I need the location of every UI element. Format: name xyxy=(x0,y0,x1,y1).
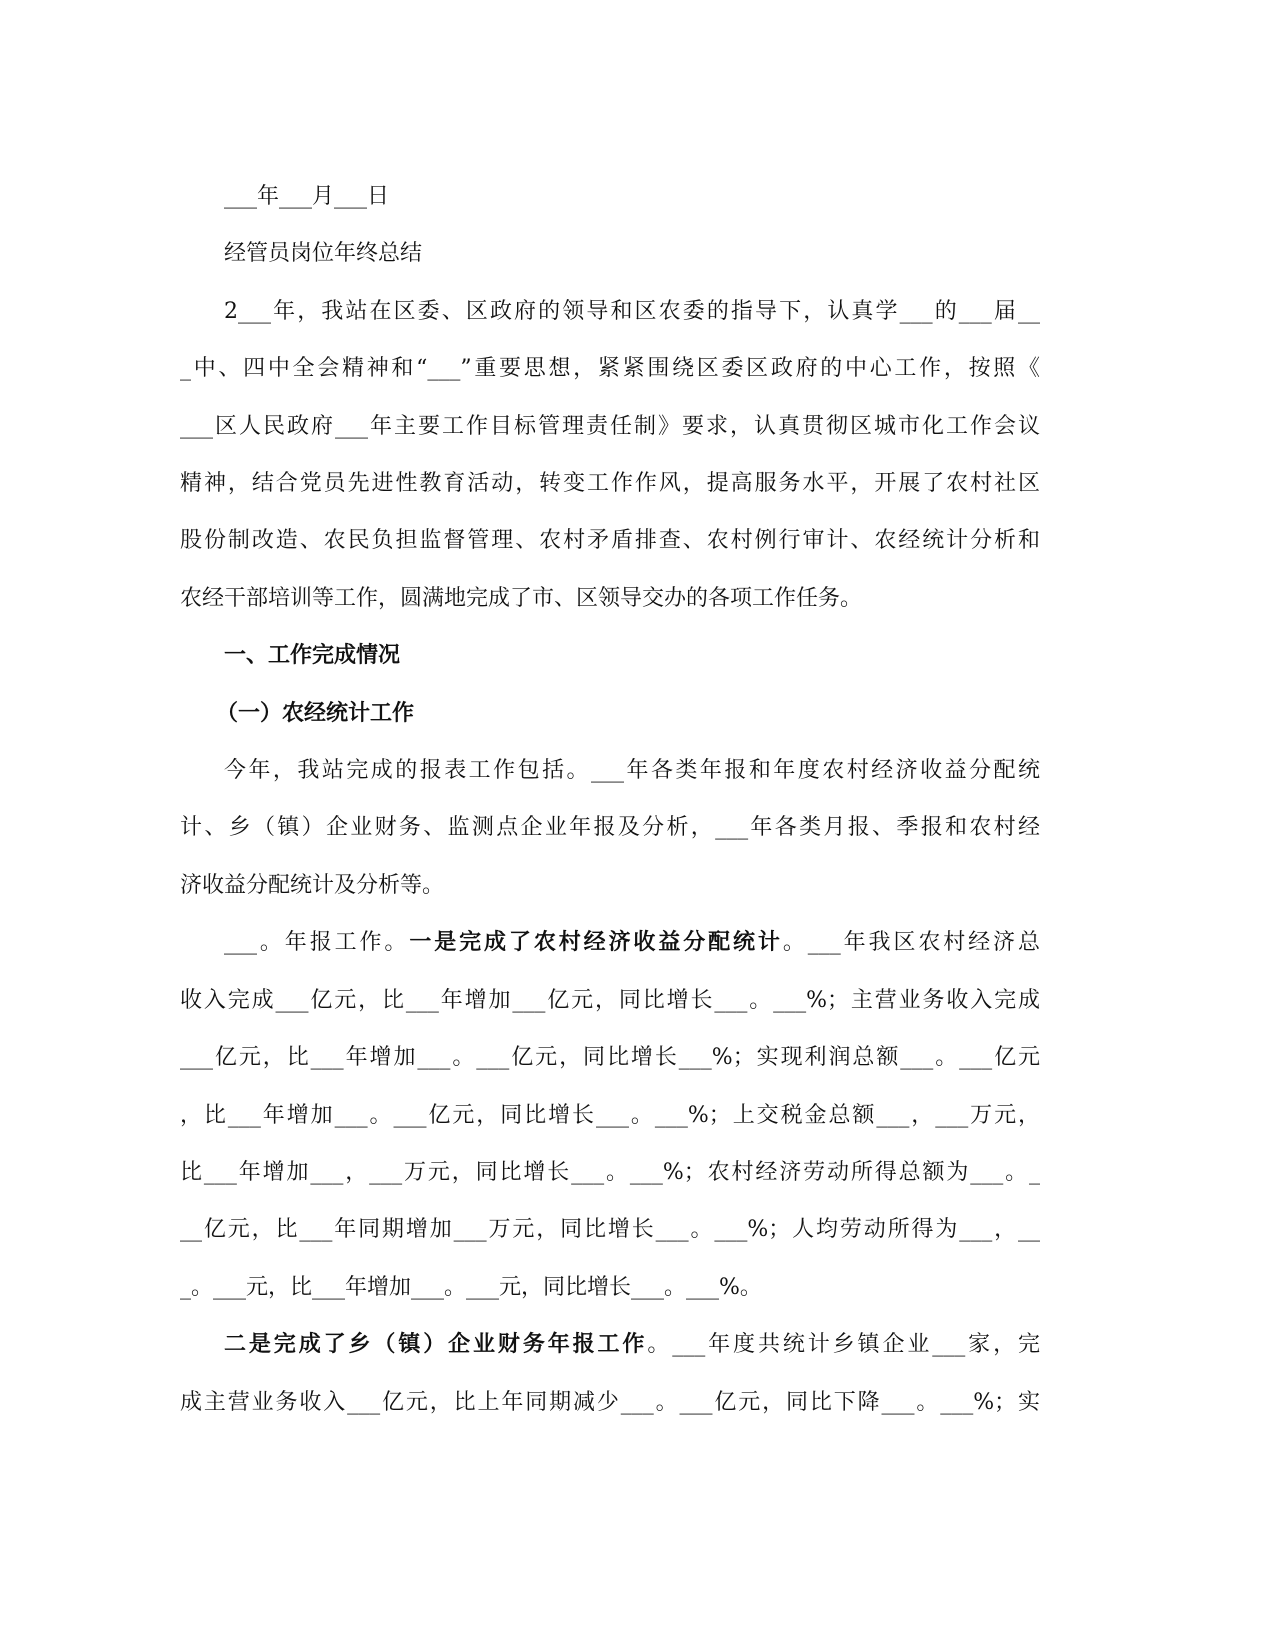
text-line: 2___年，我站在区委、区政府的领导和区农委的指导下，认真学___的___届__ xyxy=(224,298,1040,324)
text-line: _。___元，比___年增加___。___元，同比增长___。___%。 xyxy=(180,1274,762,1300)
text-line: _中、四中全会精神和“___”重要思想，紧紧围绕区委区政府的中心工作，按照《 xyxy=(180,356,1040,382)
annual-report-paragraph xyxy=(180,914,1040,1316)
text-line xyxy=(180,1316,1040,1373)
text-line: 比___年增加___，___万元，同比增长___。___%；农村经济劳动所得总额为___。_ xyxy=(180,1159,1041,1185)
document-title: 经管员岗位年终总结 xyxy=(224,241,423,267)
text-line: 收入完成___亿元，比___年增加___亿元，同比增长___。___%；主营业务收入完成 xyxy=(180,987,1040,1013)
section-heading: 一、工作完成情况 xyxy=(224,642,401,669)
text-line: 济收益分配统计及分析等。 xyxy=(180,872,445,898)
text-line: 精神，结合党员先进性教育活动，转变工作作风，提高服务水平，开展了农村社区 xyxy=(180,471,1040,497)
lead-text: ___。年报工作。 xyxy=(224,930,410,956)
document-page xyxy=(180,168,1040,1431)
text-line: ___区人民政府___年主要工作目标管理责任制》要求，认真贯彻区城市化工作会议 xyxy=(180,413,1040,439)
bold-highlight: 一是完成了农村经济收益分配统计 xyxy=(409,929,783,956)
text-line xyxy=(180,914,1040,971)
text-line: 农经干部培训等工作，圆满地完成了市、区领导交办的各项工作任务。 xyxy=(180,585,863,611)
intro-paragraph xyxy=(180,283,1040,627)
lead-rest: 。___年度共统计乡镇企业___家，完 xyxy=(647,1332,1040,1358)
date-line: ___年___月___日 xyxy=(224,184,390,209)
text-line: ___亿元，比___年增加___。___亿元，同比增长___%；实现利润总额___。___亿元 xyxy=(180,1045,1040,1071)
text-line: 今年，我站完成的报表工作包括。___年各类年报和年度农村经济收益分配统 xyxy=(224,758,1040,784)
text-line: 计、乡（镇）企业财务、监测点企业年报及分析，___年各类月报、季报和农村经 xyxy=(180,815,1040,841)
text-line: ，比___年增加___。___亿元，同比增长___。___%；上交税金总额___，___万元， xyxy=(180,1102,1040,1128)
text-line: 股份制改造、农民负担监督管理、农村矛盾排查、农村例行审计、农经统计分析和 xyxy=(180,528,1040,554)
bold-highlight: 二是完成了乡（镇）企业财务年报工作 xyxy=(224,1331,648,1358)
text-line: __亿元，比___年同期增加___万元，同比增长___。___%；人均劳动所得为___，__ xyxy=(180,1217,1041,1243)
reports-paragraph xyxy=(180,742,1040,914)
text-line: 成主营业务收入___亿元，比上年同期减少___。___亿元，同比下降___。___%；实 xyxy=(180,1389,1040,1415)
lead-rest: 。___年我区农村经济总 xyxy=(782,930,1040,956)
enterprise-report-paragraph xyxy=(180,1316,1040,1431)
subsection-heading: （一）农经统计工作 xyxy=(216,699,415,726)
